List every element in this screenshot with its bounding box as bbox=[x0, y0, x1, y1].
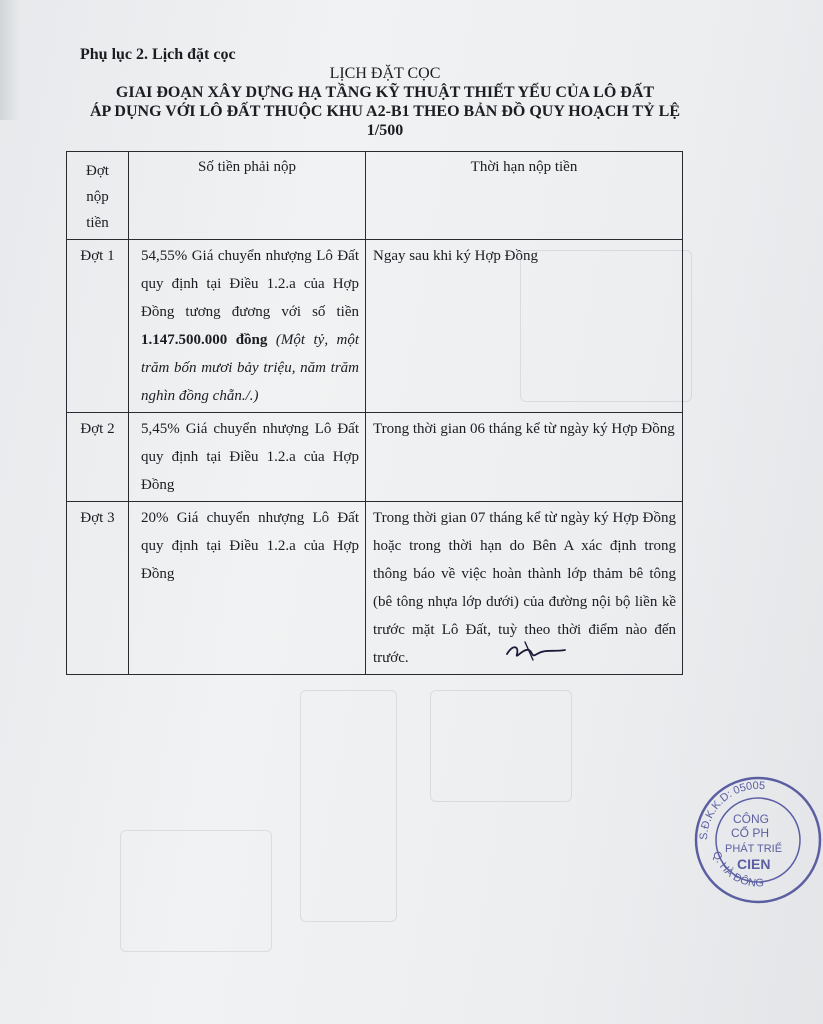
header-period-line-2: nộp bbox=[86, 189, 109, 205]
seal-bottom-text: Q. HÀ ĐÔNG bbox=[710, 849, 765, 890]
table-row bbox=[67, 502, 683, 675]
appendix-label: Phụ lục 2. Lịch đặt cọc bbox=[80, 46, 236, 63]
seal-ring-text: S.Đ.K.K.D: 05005 bbox=[697, 779, 766, 841]
table-header-row bbox=[67, 152, 683, 240]
amount-text: 54,55% Giá chuyển nhượng Lô Đất quy định tại Điều 1.2.a của Hợp Đồng tương đương với số tiền bbox=[141, 248, 359, 320]
amount-bold-value: 1.147.500.000 đồng bbox=[141, 332, 268, 348]
period-cell: Đợt 2 bbox=[67, 413, 129, 502]
handwritten-signature bbox=[503, 636, 568, 666]
show-through-shape bbox=[430, 690, 572, 802]
title-line-2: GIAI ĐOẠN XÂY DỰNG HẠ TẦNG KỸ THUẬT THIẾT YẾU CỦA LÔ ĐẤT bbox=[115, 84, 655, 101]
period-cell: Đợt 3 bbox=[67, 502, 129, 675]
header-period-line-1: Đợt bbox=[86, 163, 109, 179]
page-fold-shadow bbox=[0, 0, 20, 120]
deposit-schedule-table bbox=[66, 151, 683, 675]
period-cell: Đợt 1 bbox=[67, 240, 129, 413]
company-seal bbox=[693, 775, 823, 905]
amount-cell: 20% Giá chuyển nhượng Lô Đất quy định tại Điều 1.2.a của Hợp Đồng bbox=[129, 502, 366, 675]
amount-cell bbox=[129, 240, 366, 413]
table-row bbox=[67, 240, 683, 413]
seal-line-3: PHÁT TRIỂ bbox=[725, 843, 783, 855]
show-through-shape bbox=[120, 830, 272, 952]
table-row bbox=[67, 413, 683, 502]
header-period-line-3: tiền bbox=[86, 215, 109, 231]
header-period bbox=[67, 152, 129, 240]
deadline-cell: Trong thời gian 07 tháng kể từ ngày ký Hợp Đồng hoặc trong thời hạn do Bên A xác định trong thông báo về việc hoàn thành lớp thảm bê tông (bê tông nhựa lớp dưới) của đường nội bộ liền kề trước mặt Lô Đất, tuỳ theo thời điểm nào đến trước. bbox=[366, 502, 683, 675]
header-deadline: Thời hạn nộp tiền bbox=[366, 152, 683, 240]
seal-line-2: CỔ PH bbox=[731, 826, 770, 840]
show-through-shape bbox=[300, 690, 397, 922]
title-line-1: LỊCH ĐẶT CỌC bbox=[329, 65, 441, 82]
title-line-3: ÁP DỤNG VỚI LÔ ĐẤT THUỘC KHU A2-B1 THEO BẢN ĐỒ QUY HOẠCH TỶ LỆ bbox=[89, 103, 680, 120]
amount-cell: 5,45% Giá chuyển nhượng Lô Đất quy định tại Điều 1.2.a của Hợp Đồng bbox=[129, 413, 366, 502]
deadline-cell: Trong thời gian 06 tháng kể từ ngày ký Hợp Đồng bbox=[366, 413, 683, 502]
deadline-cell: Ngay sau khi ký Hợp Đồng bbox=[366, 240, 683, 413]
header-amount: Số tiền phải nộp bbox=[129, 152, 366, 240]
seal-line-1: CÔNG bbox=[733, 812, 769, 826]
amount-in-words: (Một tỷ, một trăm bốn mươi bảy triệu, năm trăm nghìn đồng chẵn./.) bbox=[141, 332, 360, 404]
seal-line-4: CIEN bbox=[737, 856, 771, 872]
title-line-4: 1/500 bbox=[366, 122, 404, 139]
